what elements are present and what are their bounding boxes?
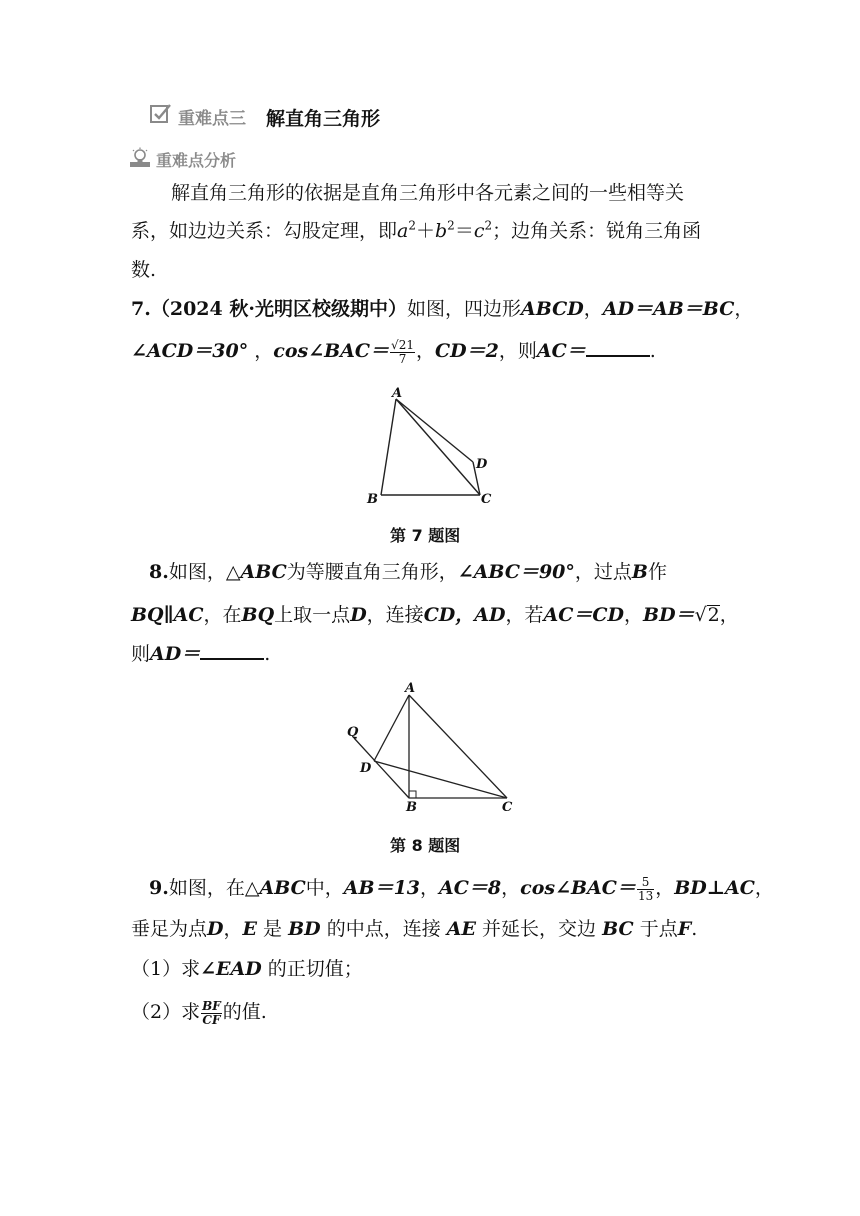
question-9-part-2: （2）求 $\frac{BF}{CF}$ 的值.	[131, 999, 267, 1027]
bf-cf-fraction: $\frac{BF}{CF}$	[202, 999, 221, 1027]
question-7-line-2: ∠ACD＝30° ，cos∠BAC＝ $\frac{√21}{7}$ ，CD＝2，则AC＝ .	[131, 338, 656, 366]
label-C: C	[502, 800, 513, 815]
cos-fraction-9: $\frac{5}{13}$	[637, 875, 654, 903]
label-C: C	[481, 492, 492, 507]
label-Q: Q	[347, 725, 359, 740]
analysis-line-3: 数.	[131, 259, 157, 281]
question-7-line-1: 7.（2024 秋·光明区校级期中）如图，四边形ABCD，AD＝AB＝BC，	[131, 298, 754, 320]
answer-blank-7	[586, 354, 650, 357]
section-title: 解直角三角形	[266, 108, 381, 130]
analysis-line-1: 解直角三角形的依据是直角三角形中各元素之间的一些相等关	[171, 182, 685, 204]
analysis-label: 重难点分析	[156, 151, 237, 170]
figure-8	[340, 678, 520, 818]
figure-7-caption: 第 7 题图	[390, 526, 461, 545]
label-A: A	[405, 681, 416, 696]
question-9-line-1: 9.如图，在△ABC中，AB＝13，AC＝8，cos∠BAC＝ $\frac{5}{13}$ ，BD⊥AC，	[149, 875, 774, 903]
figure-7	[360, 385, 500, 510]
section-label: 重难点三	[178, 109, 246, 129]
lightbulb-icon	[129, 147, 153, 167]
label-B: B	[406, 800, 417, 815]
question-9-part-1: （1）求∠EAD 的正切值；	[131, 958, 363, 980]
label-D: D	[360, 761, 372, 776]
label-A: A	[392, 386, 403, 401]
checkbox-icon	[150, 103, 172, 125]
question-8-line-1: 8.如图，△ABC为等腰直角三角形，∠ABC＝90°，过点B作	[149, 561, 667, 583]
figure-8-caption: 第 8 题图	[390, 836, 461, 855]
question-8-line-3: 则AD＝ .	[131, 643, 271, 665]
label-B: B	[367, 492, 378, 507]
answer-blank-8	[200, 657, 264, 660]
cos-fraction: $\frac{√21}{7}$	[391, 338, 414, 366]
analysis-line-2: 系，如边边关系：勾股定理，即$a^2+b^2=c^2$；边角关系：锐角三角函	[131, 218, 702, 242]
label-D: D	[476, 457, 488, 472]
question-9-line-2: 垂足为点D，E 是 BD 的中点，连接 AE 并延长，交边 BC 于点F.	[131, 918, 698, 940]
question-8-line-2: BQ∥AC，在BQ上取一点D，连接CD，AD，若AC＝CD，BD＝√2，	[131, 604, 739, 626]
